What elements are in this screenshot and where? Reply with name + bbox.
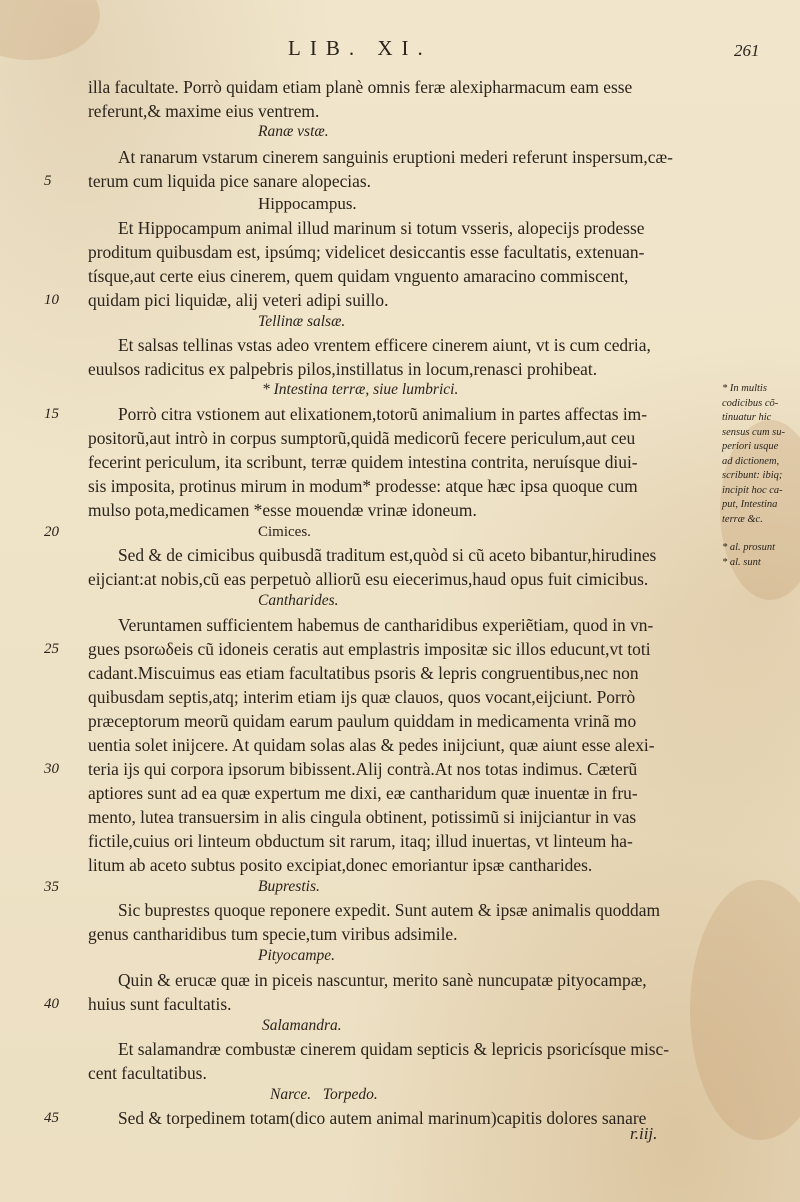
text-line: illa facultate. Porrò quidam etiam planè omnis feræ alexipharmacum eam esse [88,77,633,97]
text-line: proditum quibusdam est, ipsúmq; videlicet desiccantis esse facultatis, extenuan- [88,242,645,262]
margin-note-line: * In multis [722,383,767,394]
text-line: genus cantharidibus tum specie,tum viribus adsimile. [88,924,458,944]
margin-note [722,541,796,570]
line-number: 10 [44,292,59,308]
text-line: aptiores sunt ad ea quæ expertum me dixi, eæ cantharidum quæ inuentæ in fru- [88,783,638,803]
text-line: quibusdam septis,atq; interim etiam ijs quæ clauos, quos vocant,eijciunt. Porrò [88,687,636,707]
line-number: 15 [44,406,59,422]
section-heading: Buprestis. [258,878,320,895]
line-number: 5 [44,173,52,189]
section-heading: Cimices. [258,524,311,540]
text-line: quidam pici liquidæ, alij veteri adipi suillo. [88,290,389,310]
text-line: euulsos radicitus ex palpebris pilos,instillatus in locum,renasci prohibeat. [88,359,598,379]
margin-note-line: * al. prosunt [722,542,775,553]
section-heading: Cantharides. [258,592,339,609]
text-line: litum ab aceto subtus posito excipiat,donec emoriantur ipsæ cantharides. [88,855,593,875]
text-line: huius sunt facultatis. [88,994,232,1014]
text-line: Et salamandræ combustæ cinerem quidam septicis & lepricis psoricísque misc- [118,1039,670,1059]
text-line: fecerint periculum, ita scribunt, terræ quidem intestina contrita, neruísque diui- [88,452,638,472]
text-line: gues psorωδeis cũ idoneis ceratis aut emplastris impositæ sic illos educunt,vt toti [88,639,651,659]
running-title: LIB. XI. [288,36,432,60]
margin-note-line: codicibus cõ- [722,397,779,409]
margin-note-line: periori usque [722,441,779,452]
text-line: mento, lutea transuersim in alis cingula obtinent, potissimũ si inijciantur in vas [88,807,637,827]
text-line: Et salsas tellinas vstas adeo vrentem efficere cinerem aiunt, vt is cum cedria, [118,335,651,355]
section-heading: Tellinæ salsæ. [258,313,346,330]
page-header [0,36,800,66]
line-number: 40 [44,996,59,1012]
text-line: Sic buprestεs quoque reponere expedit. Sunt autem & ipsæ animalis quoddam [118,900,660,920]
text-line: Et Hippocampum animal illud marinum si totum vsseris, alopecijs prodesse [118,218,645,238]
section-heading: Pityocampe. [258,947,336,964]
text-line: Quin & erucæ quæ in piceis nascuntur, merito sanè nuncupatæ pityocampæ, [118,970,647,990]
text-line: sis imposita, protinus mirum in modum* prodesse: atque hæc ipsa quoque cum [88,476,638,496]
text-line: Sed & de cimicibus quibusdã traditum est,quòd si cũ aceto bibantur,hirudines [118,545,657,565]
text-line: Veruntamen sufficientem habemus de cantharidibus experiẽtiam, quod in vn- [118,615,654,635]
margin-note-line: incipit hoc ca- [722,484,783,496]
margin-note-line: tinuatur hic [722,412,772,423]
text-line: Sed & torpedinem totam(dico autem animal marinum)capitis dolores sanare [118,1108,647,1128]
margin-note-line: * al. sunt [722,556,761,568]
margin-note-line: ad dictionem, [722,455,780,467]
text-line: fictile,cuius ori linteum obductum sit rarum, itaq; illud inuertas, vt linteum ha- [88,831,633,851]
section-heading: Ranæ vstæ. [258,123,329,140]
text-line: positorũ,aut intrò in corpus sumptorũ,quidã medicorũ fecere periculum,aut ceu [88,428,636,448]
text-line: uentia solet inijcere. At quidam solas alas & pedes inijciunt, quæ aiunt esse alexi- [88,735,655,755]
section-heading: Hippocampus. [258,194,357,213]
text-line: teria ijs qui corpora ipsorum bibissent.Alij contrà.At nos totas indimus. Cæterũ [88,759,638,779]
line-number: 25 [44,641,59,657]
signature-mark: r.iij. [630,1124,658,1143]
folio-number: 261 [734,41,760,60]
section-heading: * Intestina terræ, siue lumbrici. [262,381,459,398]
section-heading: Narce. Torpedo. [270,1086,378,1103]
margin-note-line: put, Intestina [722,499,778,510]
line-number: 45 [44,1110,59,1126]
text-line: mulso pota,medicamen *esse mouendæ vrinæ idoneum. [88,500,477,520]
text-line: referunt,& maxime eius ventrem. [88,101,320,121]
text-line: Porrò citra vstionem aut elixationem,totorũ animalium in partes affectas im- [118,404,647,424]
margin-note-line: scribunt: ibiq; [722,470,783,481]
text-line: præceptorum meorũ quidam earum paulum quiddam in medicamenta vrinã mo [88,711,637,731]
text-line: tísque,aut certe eius cinerem, quem quidam vnguento amaracino commiscent, [88,266,629,286]
text-line: At ranarum vstarum cinerem sanguinis eruptioni mederi referunt inspersum,cæ- [118,147,673,167]
margin-note-line: terræ &c. [722,513,763,525]
line-number: 35 [44,879,59,895]
text-line: cent facultatibus. [88,1063,207,1083]
section-heading: Salamandra. [262,1017,342,1034]
line-number: 30 [44,761,59,777]
line-number: 20 [44,524,59,540]
text-line: terum cum liquida pice sanare alopecias. [88,171,371,191]
text-line: cadant.Miscuimus eas etiam facultatibus psoris & lepris congruentibus,nec non [88,663,639,683]
margin-note [722,382,796,527]
margin-note-line: sensus cum su- [722,426,785,438]
text-line: eijciant:at nobis,cũ eas perpetuò alliorũ esu eiecerimus,haud opus fuit cimicibus. [88,569,649,589]
